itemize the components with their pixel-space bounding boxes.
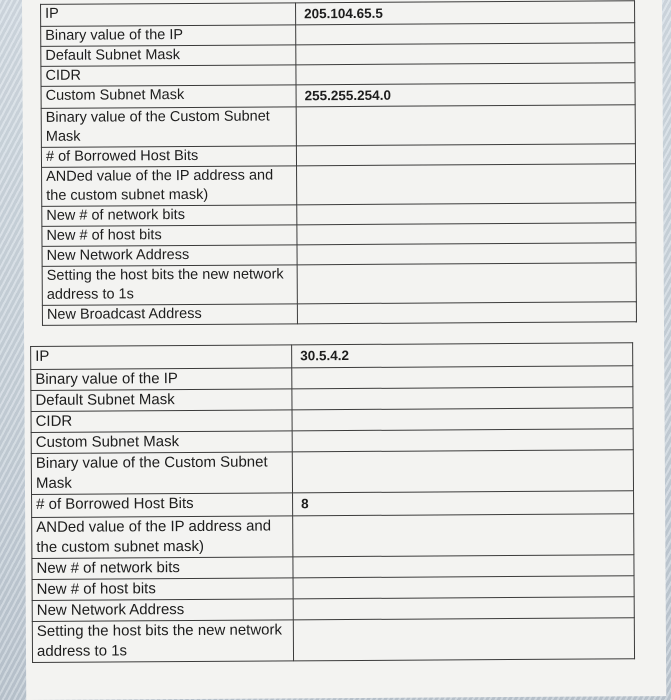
row-label: Binary value of the Custom Subnet Mask [41,107,296,148]
row-value[interactable] [293,618,634,661]
row-value[interactable] [297,263,636,304]
subnet-table-2 [30,342,635,663]
table-row [31,450,633,495]
row-value[interactable] [297,243,636,265]
row-label: New Network Address [42,245,297,267]
table-row [32,618,634,663]
row-label: Binary value of the IP [31,368,292,391]
row-label: ANDed value of the IP address and the custom subnet mask) [42,166,297,207]
table-row [32,514,634,559]
row-value[interactable] [296,63,635,85]
row-label: Binary value of the Custom Subnet Mask [31,452,292,495]
row-value[interactable] [293,514,634,557]
row-value[interactable] [297,302,636,324]
row-label: IP [31,345,292,370]
row-label: CIDR [31,410,292,433]
row-value[interactable] [292,408,633,431]
row-value[interactable] [296,144,635,166]
row-value[interactable] [292,429,633,452]
worksheet-page [22,0,666,700]
row-value[interactable] [296,43,635,65]
row-value[interactable] [296,23,635,45]
row-value[interactable]: 30.5.4.2 [292,343,633,368]
row-value[interactable] [296,105,635,146]
row-label: New # of host bits [42,225,297,247]
row-value[interactable] [292,366,633,389]
row-label: New Broadcast Address [42,304,297,326]
row-label: Setting the host bits the new network address to 1s [32,620,293,663]
row-value[interactable] [297,164,636,205]
subnet-table-2-body [31,343,635,663]
row-label: Custom Subnet Mask [31,431,292,454]
table-row [42,302,636,326]
table-row [42,164,636,207]
row-value[interactable] [292,387,633,410]
row-value[interactable]: 205.104.65.5 [296,1,635,25]
row-value[interactable] [293,555,634,578]
row-label: Custom Subnet Mask [41,85,296,109]
row-label: # of Borrowed Host Bits [32,493,293,518]
row-label: Default Subnet Mask [31,389,292,412]
row-label: New # of host bits [32,578,293,601]
row-value[interactable] [297,203,636,225]
row-label: Binary value of the IP [41,25,296,47]
row-label: # of Borrowed Host Bits [41,146,296,168]
row-label: Setting the host bits the new network address to 1s [42,265,297,306]
row-label: IP [41,3,296,27]
row-value[interactable]: 255.255.254.0 [296,83,635,107]
row-label: Default Subnet Mask [41,45,296,67]
table-row [41,105,635,148]
row-value[interactable] [293,597,634,620]
row-label: New # of network bits [42,205,297,227]
subnet-table-1 [40,0,637,326]
row-label: ANDed value of the IP address and the custom subnet mask) [32,516,293,559]
row-value[interactable]: 8 [293,491,634,516]
row-label: New # of network bits [32,557,293,580]
row-label: CIDR [41,65,296,87]
table-row [42,263,636,306]
row-value[interactable] [292,450,633,493]
subnet-table-1-body [41,1,637,326]
row-label: New Network Address [32,599,293,622]
row-value[interactable] [297,223,636,245]
row-value[interactable] [293,576,634,599]
